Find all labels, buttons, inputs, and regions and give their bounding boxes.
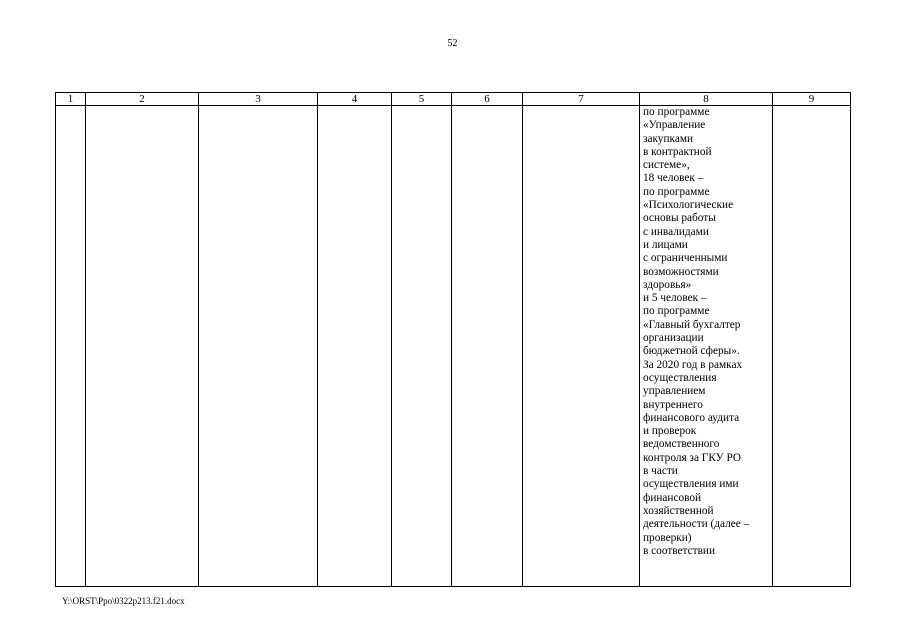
column-header-9: 9 — [773, 93, 851, 106]
cell-text-line: в части — [643, 465, 678, 478]
table-cell-col-5 — [392, 106, 452, 587]
cell-text-line: и лицами — [643, 238, 688, 251]
cell-text-line: и проверок — [643, 425, 697, 438]
cell-text-line: финансовой — [643, 491, 702, 504]
table-cell-col-9 — [773, 106, 851, 587]
table-row — [56, 106, 851, 587]
cell-text-line: бюджетной сферы». — [643, 345, 740, 358]
cell-text-line: закупками — [643, 132, 694, 145]
column-header-6: 6 — [452, 93, 523, 106]
cell-text-line: здоровья» — [643, 278, 692, 291]
cell-text-line: возможностями — [643, 265, 719, 278]
cell-text-line: хозяйственной — [643, 504, 714, 517]
column-header-2: 2 — [86, 93, 199, 106]
cell-text-line: деятельности (далее – — [643, 518, 750, 531]
column-header-8: 8 — [640, 93, 773, 106]
column-header-7: 7 — [523, 93, 640, 106]
column-header-1: 1 — [56, 93, 86, 106]
table-cell-col-4 — [318, 106, 392, 587]
cell-text-line: по программе — [643, 305, 710, 318]
table-cell-col-3 — [199, 106, 318, 587]
cell-text-line: ведомственного — [643, 438, 720, 451]
cell-text-line: по программе — [643, 185, 710, 198]
cell-text-line: финансового аудита — [643, 411, 740, 424]
page-number: 52 — [447, 38, 458, 49]
cell-text-line: «Психологические — [643, 199, 734, 212]
cell-text-line: осуществления ими — [643, 478, 739, 491]
table-cell-col-6 — [452, 106, 523, 587]
cell-text-line: основы работы — [643, 212, 716, 225]
table-cell-col-8 — [640, 106, 773, 587]
cell-text-line: с инвалидами — [643, 225, 709, 238]
cell-text-line: организации — [643, 332, 704, 345]
cell-text-line: по программе — [643, 106, 710, 118]
document-table — [55, 92, 851, 587]
footer-file-path: Y:\ORST\Ppo\0322p213.f21.docx — [62, 596, 185, 606]
cell-text-line: в контрактной — [643, 145, 712, 158]
cell-text-line: системе», — [643, 159, 690, 172]
cell-text-line: контроля за ГКУ РО — [643, 451, 742, 464]
cell-text-line: в соответствии — [643, 544, 715, 557]
cell-text-line: За 2020 год в рамках — [643, 358, 743, 371]
cell-text-line: с ограниченными — [643, 252, 728, 265]
cell-text-line: «Главный бухгалтер — [643, 318, 741, 331]
cell-text-line: 18 человек – — [643, 172, 704, 185]
cell-text-line: управлением — [643, 385, 706, 398]
cell-text-line: «Управление — [643, 119, 706, 132]
column-header-4: 4 — [318, 93, 392, 106]
cell-text-line: проверки) — [643, 531, 692, 544]
table-cell-col-2 — [86, 106, 199, 587]
table-cell-col-7 — [523, 106, 640, 587]
table-header-row — [56, 93, 851, 106]
table-cell-col-1 — [56, 106, 86, 587]
cell-text-line: внутреннего — [643, 398, 703, 411]
cell-text-line: и 5 человек – — [643, 292, 707, 305]
cell-text-line: осуществления — [643, 371, 717, 384]
column-header-5: 5 — [392, 93, 452, 106]
column-header-3: 3 — [199, 93, 318, 106]
